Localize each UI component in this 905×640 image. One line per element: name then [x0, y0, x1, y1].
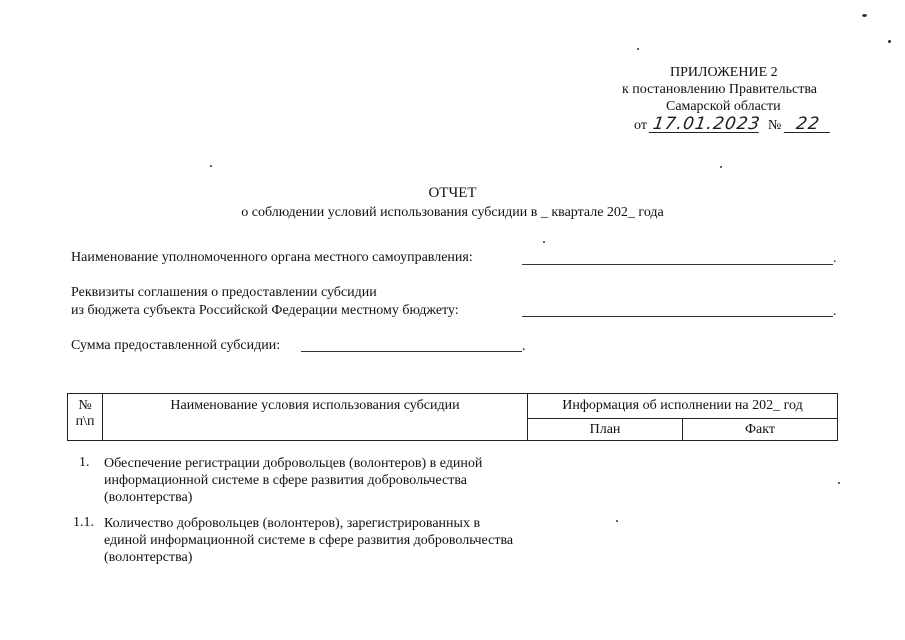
handwritten-date: 17.01.2023 [649, 116, 761, 133]
scan-speck [862, 14, 867, 17]
authority-label: Наименование уполномоченного органа местного самоуправления: [71, 250, 473, 265]
authority-dot: . [833, 251, 837, 266]
col-info-text: Информация об исполнении на 202_ год [562, 398, 803, 413]
row-1-text: Обеспечение регистрации добровольцев (волонтеров) в единой информационной системе в сфере развития добровольчества (волонтерства) [104, 456, 483, 505]
agreement-label-line2: из бюджета субъекта Российской Федерации местному бюджету: [71, 303, 459, 318]
handwritten-number: 22 [784, 116, 832, 133]
agreement-blank-line [522, 316, 833, 317]
col-plan-text: План [589, 422, 621, 437]
conditions-table [67, 393, 838, 441]
appendix-title: ПРИЛОЖЕНИЕ 2 [670, 65, 778, 80]
appendix-resolution: к постановлению Правительства [622, 82, 818, 97]
report-subtitle: о соблюдении условий использования субсидии в _ квартале 202_ года [241, 205, 664, 220]
col-num-line1: № [78, 398, 92, 413]
report-title: ОТЧЕТ [428, 185, 477, 201]
col-name-header [103, 394, 528, 441]
number-label: № [767, 118, 782, 133]
row-2-text: Количество добровольцев (волонтеров), зарегистрированных в единой информационной системе в сфере развития добровольчества (волонтерства) [104, 516, 514, 565]
col-plan-header [528, 419, 683, 441]
agreement-label-line1: Реквизиты соглашения о предоставлении субсидии [71, 285, 377, 300]
scan-speck [720, 166, 722, 168]
col-num-line2: п\п [75, 414, 95, 429]
col-info-header [528, 394, 838, 419]
scan-speck [616, 520, 618, 522]
col-num-header [68, 394, 103, 441]
amount-label: Сумма предоставленной субсидии: [71, 338, 281, 353]
authority-blank-line [522, 264, 833, 265]
scan-speck [637, 48, 639, 50]
amount-blank-line [301, 351, 522, 352]
col-fact-text: Факт [744, 422, 775, 437]
scan-speck [838, 482, 840, 484]
appendix-region: Самарской области [666, 99, 781, 114]
row-2-num: 1.1. [73, 515, 94, 530]
amount-dot: . [522, 339, 526, 354]
scan-speck [888, 40, 891, 43]
scan-speck [210, 165, 212, 167]
appendix-date-row [634, 116, 831, 134]
row-1-num: 1. [79, 455, 90, 470]
col-fact-header [683, 419, 838, 441]
agreement-dot: . [833, 304, 837, 319]
col-name-text: Наименование условия использования субсидии [170, 398, 460, 413]
scan-speck [543, 241, 545, 243]
date-prefix: от [634, 118, 647, 133]
